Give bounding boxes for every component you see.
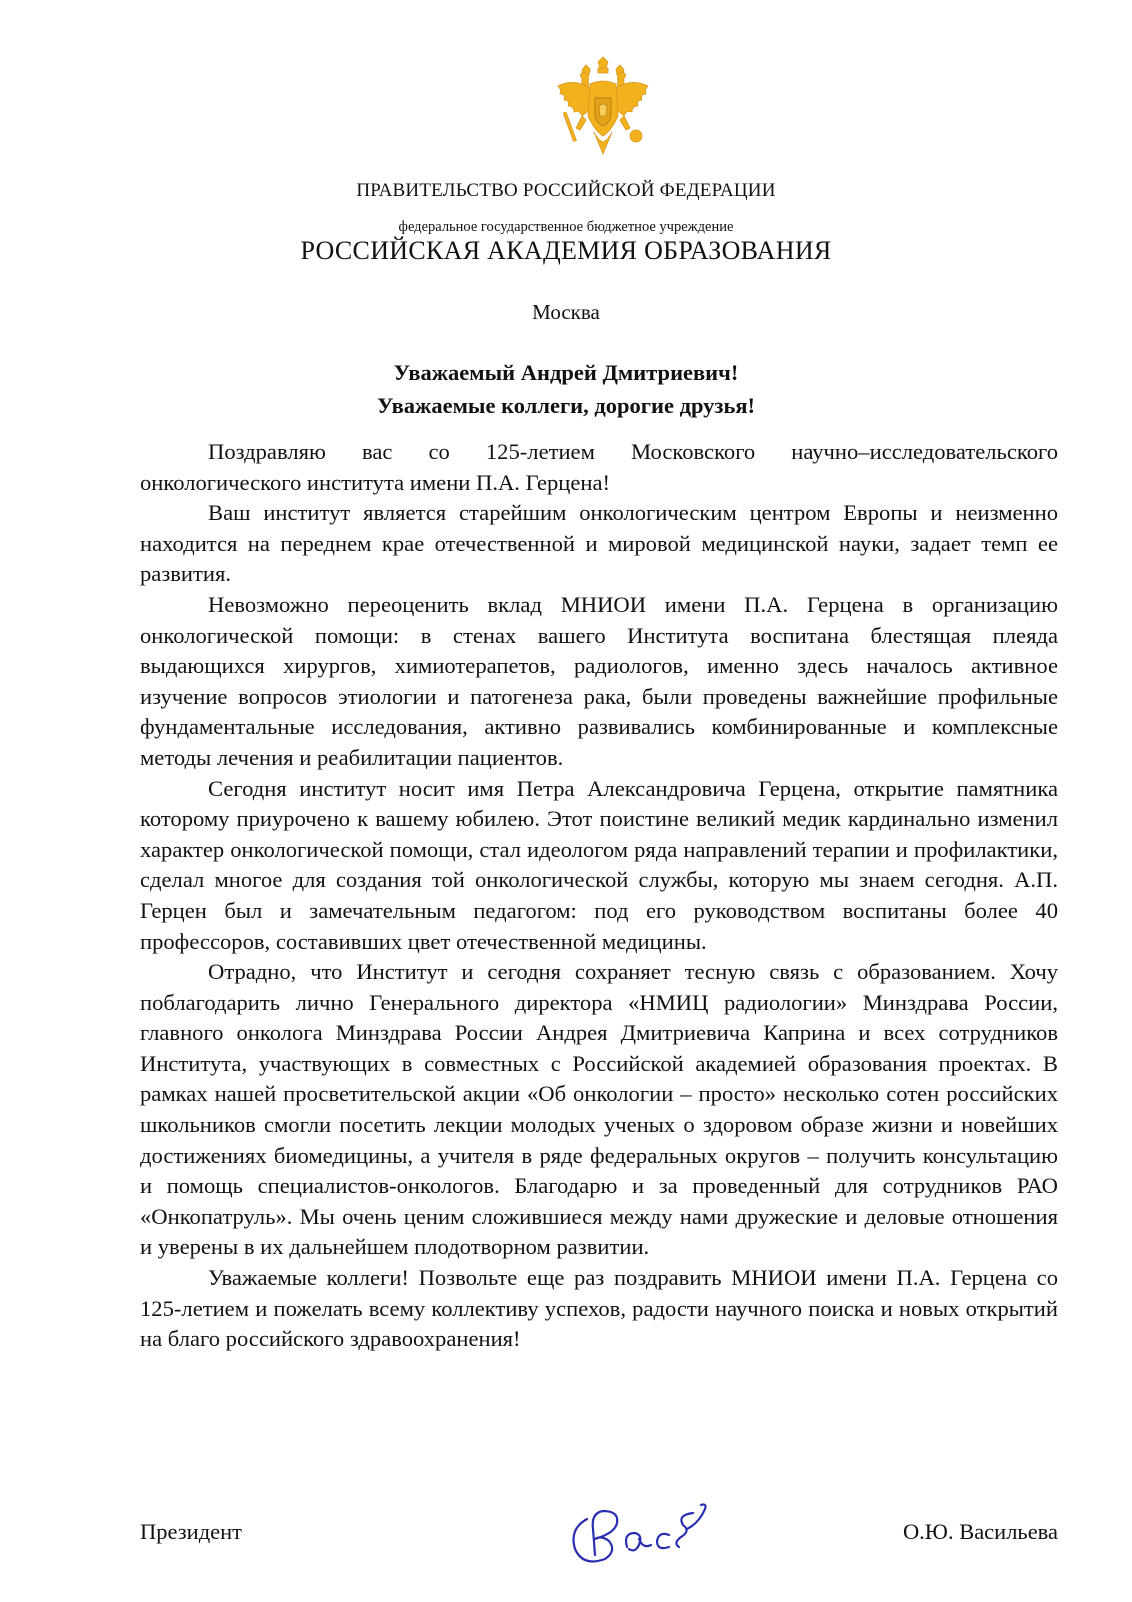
signatory-name: О.Ю. Васильева xyxy=(902,1519,1058,1544)
letter-body xyxy=(140,437,1058,1355)
paragraph: Уважаемые коллеги! Позвольте еще раз поздравить МНИОИ имени П.А. Герцена со 125-летием и пожелать всему коллективу успехов, радости научного поиска и новых открытий на благо российского здравоохранения! xyxy=(140,1265,1058,1352)
russian-coat-of-arms-icon xyxy=(552,56,654,162)
institution-type: федеральное государственное бюджетное учреждение xyxy=(398,219,734,235)
signatory-title: Президент xyxy=(140,1519,242,1544)
paragraph: Ваш институт является старейшим онкологическим центром Европы и неизменно находится на переднем крае отечественной и мировой медицинской науки, задает темп ее развития. xyxy=(140,500,1058,587)
paragraph: Невозможно переоценить вклад МНИОИ имени П.А. Герцена в организацию онкологической помощи: в стенах вашего Института воспитана блестящая плеяда выдающихся хирургов, химиотерапетов, радиологов, именно здесь началось активное изучение вопросов этиологии и патогенеза рака, были проведены важнейшие профильные фундаментальные исследования, активно развивались комбинированные и комплексные методы лечения и реабилитации пациентов. xyxy=(140,591,1058,770)
city: Москва xyxy=(532,300,600,324)
greeting-line-1: Уважаемый Андрей Дмитриевич! xyxy=(393,360,739,385)
handwritten-signature xyxy=(565,1489,745,1569)
organization-name: РОССИЙСКАЯ АКАДЕМИЯ ОБРАЗОВАНИЯ xyxy=(300,236,832,265)
signature-block xyxy=(140,1512,1058,1602)
paragraph: Поздравляю вас со 125-летием Московского научно–исследовательского онкологического института имени П.А. Герцена! xyxy=(140,439,1058,495)
paragraph: Отрадно, что Институт и сегодня сохраняет тесную связь с образованием. Хочу поблагодарить лично Генерального директора «НМИЦ радиологии» Минздрава России, главного онколога Минздрава России Андрея Дмитриевича Каприна и всех сотрудников Института, участвующих в совместных с Российской академией образования проектах. В рамках нашей просветительской акции «Об онкологии – просто» несколько сотен российских школьников смогли посетить лекции молодых ученых о здоровом образе жизни и новейших достижениях биомедицины, а учителя в ряде федеральных округов – получить консультацию и помощь специалистов-онкологов. Благодарю и за проведенный для сотрудников РАО «Онкопатруль». Мы очень ценим сложившиеся между нами дружеские и деловые отношения и уверены в их дальнейшем плодотворном развитии. xyxy=(140,959,1058,1260)
government-heading: ПРАВИТЕЛЬСТВО РОССИЙСКОЙ ФЕДЕРАЦИИ xyxy=(356,180,776,201)
greeting-line-2: Уважаемые коллеги, дорогие друзья! xyxy=(376,393,756,418)
paragraph: Сегодня институт носит имя Петра Александровича Герцена, открытие памятника которому приурочено к вашему юбилею. Этот поистине великий медик кардинально изменил характер онкологической помощи, стал идеологом ряда направлений терапии и профилактики, сделал многое для создания той онкологической службы, которую мы знаем сегодня. А.П. Герцен был и замечательным педагогом: под его руководством воспитаны более 40 профессоров, составивших цвет отечественной медицины. xyxy=(140,775,1058,954)
